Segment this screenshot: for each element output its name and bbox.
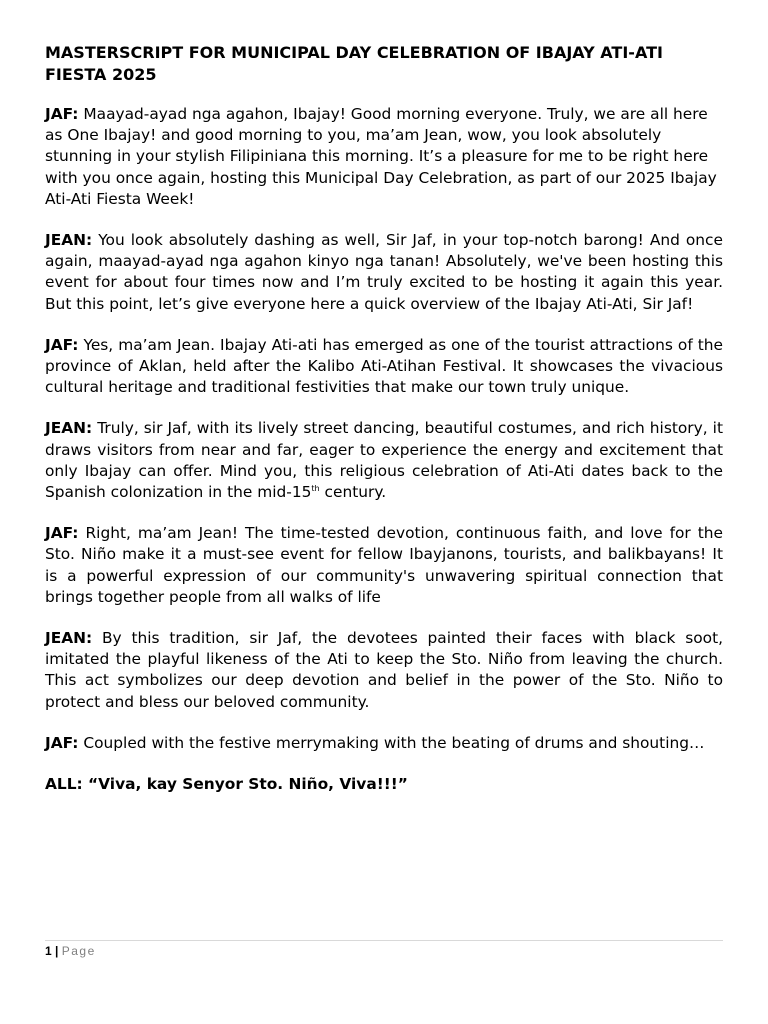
dialogue-text: Right, ma’am Jean! The time-tested devotion, continuous faith, and love for the Sto. Niño make it a must-see event for fellow Ibayjanons, tourists, and balikbayans! It is a powerful expression of our community's unwavering spiritual connection that brings together people from all walks of life	[45, 524, 723, 606]
dialogue-text: Truly, sir Jaf, with its lively street dancing, beautiful costumes, and rich history, it draws visitors from near and far, eager to experience the energy and excitement that only Ibajay can offer. Mind you, this religious celebration of Ati-Ati dates back to the Spanish colonization in the mid-15	[45, 419, 723, 502]
script-paragraph	[45, 335, 723, 399]
script-paragraph	[45, 418, 723, 503]
speaker-label: JEAN:	[45, 629, 93, 648]
speaker-label: JAF:	[45, 335, 79, 354]
dialogue-text-tail: century.	[319, 483, 387, 502]
closing-line: ALL: “Viva, kay Senyor Sto. Niño, Viva!!!”	[45, 775, 408, 794]
page-label: Page	[61, 944, 96, 958]
script-paragraph	[45, 628, 723, 713]
script-paragraph	[45, 733, 723, 754]
page-number: 1	[45, 944, 52, 958]
script-paragraph	[45, 523, 723, 608]
footer-separator: |	[51, 944, 62, 958]
script-paragraph	[45, 104, 723, 210]
dialogue-text: Yes, ma’am Jean. Ibajay Ati-ati has emerged as one of the tourist attractions of the province of Aklan, held after the Kalibo Ati-Atihan Festival. It showcases the vivacious cultural heritage and traditional festivities that make our town truly unique.	[45, 335, 723, 397]
speaker-label: JAF:	[45, 105, 79, 123]
script-paragraph	[45, 230, 723, 315]
dialogue-text: You look absolutely dashing as well, Sir Jaf, in your top-notch barong! And once again, maayad-ayad nga agahon kinyo nga tanan! Absolutely, we've been hosting this event for about four times now and I’m truly excited to be hosting it again this year. But this point, let’s give everyone here a quick overview of the Ibajay Ati-Ati, Sir Jaf!	[45, 231, 723, 313]
document-title: MASTERSCRIPT FOR MUNICIPAL DAY CELEBRATION OF IBAJAY ATI-ATI FIESTA 2025	[45, 43, 663, 84]
dialogue-text: Maayad-ayad nga agahon, Ibajay! Good morning everyone. Truly, we are all here as One Ibajay! and good morning to you, ma’am Jean, wow, you look absolutely stunning in your stylish Filipiniana this morning. It’s a pleasure for me to be right here with you once again, hosting this Municipal Day Celebration, as part of our 2025 Ibajay Ati-Ati Fiesta Week!	[45, 105, 717, 208]
footer-divider	[45, 940, 723, 941]
speaker-label: JAF:	[45, 733, 79, 752]
dialogue-text: Coupled with the festive merrymaking with the beating of drums and shouting…	[78, 733, 705, 752]
speaker-label: JEAN:	[45, 419, 93, 438]
ordinal-superscript: th	[311, 483, 320, 493]
page-footer	[45, 943, 96, 959]
speaker-label: JEAN:	[45, 231, 93, 250]
speaker-label: JAF:	[45, 524, 79, 543]
document-page	[45, 42, 723, 795]
dialogue-text: By this tradition, sir Jaf, the devotees painted their faces with black soot, imitated the playful likeness of the Ati to keep the Sto. Niño from leaving the church. This act symbolizes our deep devotion and belief in the power of the Sto. Niño to protect and bless our beloved community.	[45, 629, 723, 711]
